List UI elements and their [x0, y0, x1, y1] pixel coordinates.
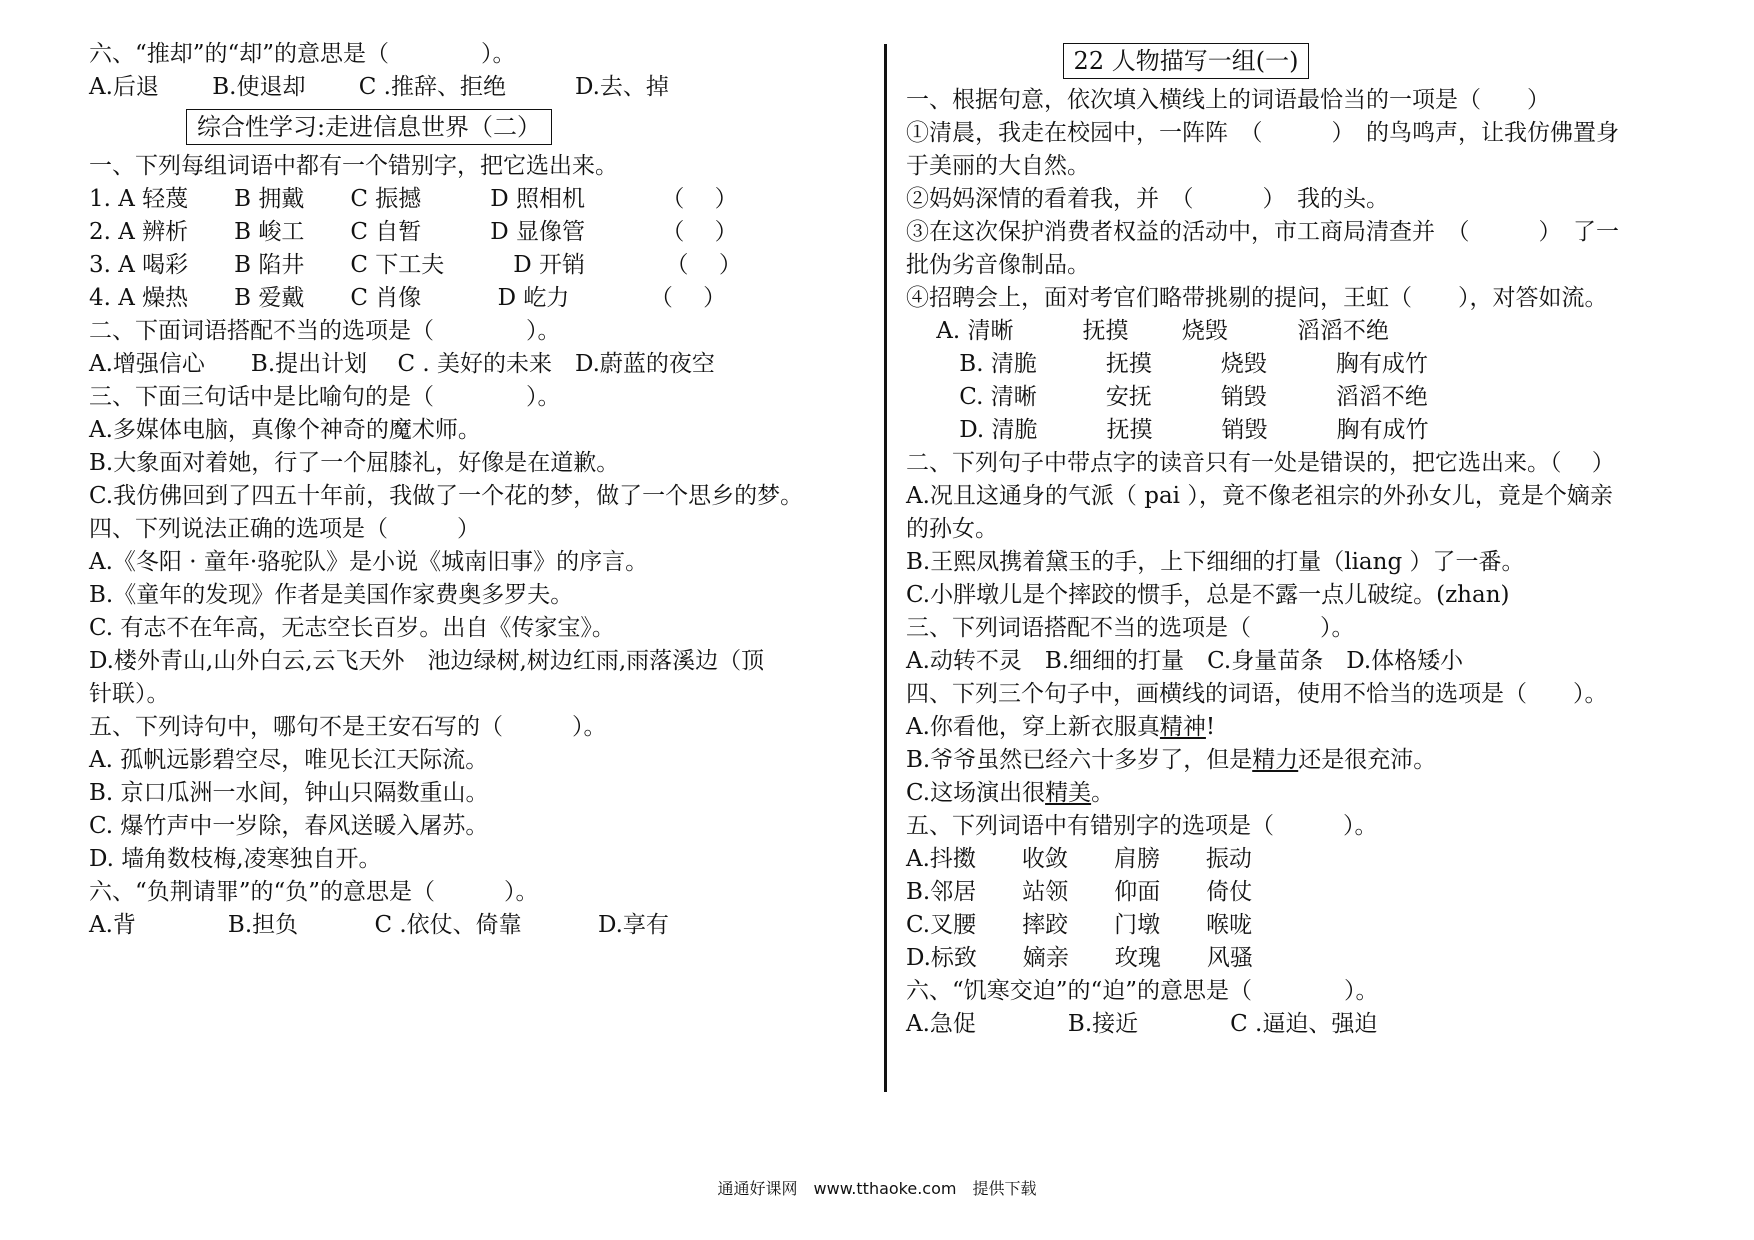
answer-options: A.抖擞 收敛 肩膀 振动: [906, 846, 1252, 872]
question-line: 的孙女。: [906, 516, 998, 542]
question-line: B. 京口瓜洲一水间，钟山只隔数重山。: [89, 780, 489, 806]
underlined-word: 精神: [1159, 714, 1206, 740]
sentence-text: 还是很充沛。: [1298, 747, 1437, 773]
question-line: 三、下列词语搭配不当的选项是（ ）。: [906, 615, 1355, 641]
question-line: 批伪劣音像制品。: [906, 252, 1090, 278]
right-body: [906, 84, 1686, 1041]
left-column: [89, 38, 879, 942]
question-line: 六、“饥寒交迫”的“迫”的意思是（ ）。: [906, 978, 1379, 1004]
question-line: B.大象面对着她，行了一个屈膝礼，好像是在道歉。: [89, 450, 620, 476]
question-line: D.楼外青山,山外白云,云飞天外 池边绿树,树边红雨,雨落溪边（顶: [89, 648, 765, 674]
question-line: ②妈妈深情的看着我，并 （ ） 我的头。: [906, 186, 1389, 212]
answer-options: C. 清晰 安抚 销毁 滔滔不绝: [906, 384, 1428, 410]
sentence-with-underline: [906, 744, 1686, 777]
question-line: 三、下面三句话中是比喻句的是（ ）。: [89, 384, 561, 410]
question-line: 3. A 喝彩 B 陷井 C 下工夫 D 开销 （ ）: [89, 252, 742, 278]
question-line: 五、下列词语中有错别字的选项是（ ）。: [906, 813, 1378, 839]
sentence-with-underline: [906, 777, 1686, 810]
section-title-container: [89, 104, 649, 150]
question-line: 针联）。: [89, 681, 170, 707]
question-line: 五、下列诗句中，哪句不是王安石写的（ ）。: [89, 714, 607, 740]
question-line: 二、下面词语搭配不当的选项是（ ）。: [89, 318, 561, 344]
section-title: 综合性学习:走进信息世界（二）: [186, 109, 552, 145]
left-body: [89, 150, 879, 942]
question-line: ④招聘会上，面对考官们略带挑剔的提问，王虹（ ），对答如流。: [906, 285, 1608, 311]
question-line: 1. A 轻蔑 B 拥戴 C 振撼 D 照相机 （ ）: [89, 186, 738, 212]
answer-options: B. 清脆 抚摸 烧毁 胸有成竹: [906, 351, 1428, 377]
column-divider: [884, 44, 887, 1092]
question-line: A. 孤帆远影碧空尽，唯见长江天际流。: [89, 747, 489, 773]
question-line: 四、下列三个句子中，画横线的词语，使用不恰当的选项是（ ）。: [906, 681, 1608, 707]
question-line: 六、“负荆请罪”的“负”的意思是（ ）。: [89, 879, 539, 905]
sentence-text: 。: [1091, 780, 1115, 806]
section-title-container: [906, 38, 1466, 84]
sentence-text: A.你看他，穿上新衣服真: [906, 714, 1160, 740]
underlined-word: 精美: [1045, 780, 1092, 806]
question-line: 二、下列句子中带点字的读音只有一处是错误的，把它选出来。（ ）: [906, 450, 1615, 476]
question-line: A.多媒体电脑，真像个神奇的魔术师。: [89, 417, 481, 443]
question-line: ①清晨，我走在校园中，一阵阵 （ ） 的鸟鸣声，让我仿佛置身: [906, 120, 1619, 146]
sentence-with-underline: [906, 711, 1686, 744]
question-line: 四、下列说法正确的选项是（ ）: [89, 516, 480, 542]
question-line: A.动转不灵 B.细细的打量 C.身量苗条 D.体格矮小: [906, 648, 1464, 674]
answer-options: D. 清脆 抚摸 销毁 胸有成竹: [906, 417, 1429, 443]
question-line: 一、下列每组词语中都有一个错别字，把它选出来。: [89, 153, 618, 179]
sentence-text: B.爷爷虽然已经六十多岁了，但是: [906, 747, 1253, 773]
question-line: 4. A 燥热 B 爱戴 C 肖像 D 屹力 （ ）: [89, 285, 727, 311]
answer-options: A.后退 B.使退却 C .推辞、拒绝 D.去、掉: [89, 74, 669, 100]
question-line: C.小胖墩儿是个摔跤的惯手，总是不露一点儿破绽。(zhan): [906, 582, 1510, 608]
question-line: B.《童年的发现》作者是美国作家费奥多罗夫。: [89, 582, 574, 608]
question-line: C. 爆竹声中一岁除，春风送暖入屠苏。: [89, 813, 489, 839]
question-line: C. 有志不在年高，无志空长百岁。出自《传家宝》。: [89, 615, 615, 641]
footer-credit: 通通好课网 www.tthaoke.com 提供下载: [717, 1179, 1037, 1198]
answer-options: C.叉腰 摔跤 门墩 喉咙: [906, 912, 1253, 938]
answer-options: D.标致 嫡亲 玫瑰 风骚: [906, 945, 1253, 971]
question-line: ③在这次保护消费者权益的活动中，市工商局清查并 （ ） 了一: [906, 219, 1619, 245]
underlined-word: 精力: [1252, 747, 1299, 773]
answer-options: A. 清晰 抚摸 烧毁 滔滔不绝: [906, 318, 1389, 344]
answer-options: A.急促 B.接近 C .逼迫、强迫: [906, 1011, 1378, 1037]
question-line: B.王熙凤携着黛玉的手，上下细细的打量（liang ）了一番。: [906, 549, 1525, 575]
question-line: D. 墙角数枝梅,凌寒独自开。: [89, 846, 382, 872]
right-column: [906, 38, 1686, 1041]
question-line: 六、“推却”的“却”的意思是（ ）。: [89, 41, 516, 67]
question-line: 于美丽的大自然。: [906, 153, 1090, 179]
answer-options: B.邻居 站领 仰面 倚仗: [906, 879, 1253, 905]
question-line: A.背 B.担负 C .依仗、倚靠 D.享有: [89, 912, 669, 938]
sentence-text: !: [1205, 714, 1216, 740]
question-line: A.况且这通身的气派（ pai ），竟不像老祖宗的外孙女儿，竟是个嫡亲: [906, 483, 1613, 509]
section-title: 22 人物描写一组(一): [1063, 43, 1310, 79]
sentence-text: C.这场演出很: [906, 780, 1046, 806]
question-line: A.增强信心 B.提出计划 C . 美好的未来 D.蔚蓝的夜空: [89, 351, 715, 377]
question-line: A.《冬阳 · 童年·骆驼队》是小说《城南旧事》的序言。: [89, 549, 649, 575]
question-line: 2. A 辨析 B 峻工 C 自暂 D 显像管 （ ）: [89, 219, 738, 245]
question-line: 一、根据句意，依次填入横线上的词语最恰当的一项是（ ）: [906, 87, 1550, 113]
question-line: C.我仿佛回到了四五十年前，我做了一个花的梦，做了一个思乡的梦。: [89, 483, 804, 509]
